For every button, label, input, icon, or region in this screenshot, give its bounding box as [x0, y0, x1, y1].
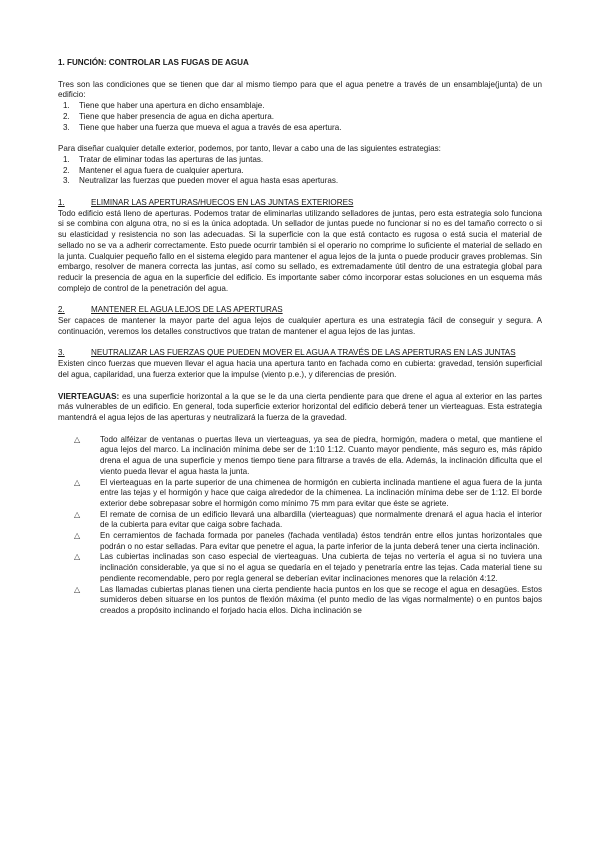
- section-heading: 1. FUNCIÓN: CONTROLAR LAS FUGAS DE AGUA: [58, 58, 249, 67]
- strategies-intro: Para diseñar cualquier detalle exterior, podemos, por tanto, llevar a cabo una de las siguientes estrategias:: [58, 144, 441, 154]
- list-item: 3. Tiene que haber una fuerza que mueva el agua a través de esa apertura.: [63, 122, 342, 132]
- list-item: 2. Tiene que haber presencia de agua en dicha apertura.: [63, 111, 274, 121]
- triangle-outline-icon: △: [74, 531, 81, 541]
- conditions-list: [58, 101, 542, 133]
- section-1-body: Todo edificio está lleno de aperturas. Podemos tratar de eliminarlas utilizando selladores de juntas, pero esta estrategia solo funciona si se combina con alguna otra, no si es la única adoptada. Un sellador de juntas puede no funcionar si no es del tamaño correcto o si su elasticidad y resistencia no son las adecuadas. Si la superficie con la que está contacto es rugosa o está sucia el material de sellado no se va a adherir correctamente. Esto puede ocurrir también si el operario no comprime lo suficiente el material de sellado en la junta. Cualquier pequeño fallo en el sistema elegido para mantener el agua lejos de la junta o puede producir graves problemas. Sin embargo, resolver de manera correcta las juntas, así como su sellado, es extremadamente útil dentro de una estrategia global para reducir la presencia de agua en la superficie del edificio. Es importante saber cómo incorporar estas soluciones en un esquema más complejo de control de la penetración del agua.: [58, 208, 542, 293]
- list-item: 1. Tiene que haber una apertura en dicho ensamblaje.: [63, 101, 265, 111]
- section-3-body: Existen cinco fuerzas que mueven llevar el agua hacia una apertura tanto en fachada como en cubierta: gravedad, tensión superficial del agua, capilaridad, una fuerza exterior que la impulse (viento p.e.), y diferencias de presión.: [58, 359, 542, 379]
- list-item: △ Las llamadas cubiertas planas tienen una cierta pendiente hacia puntos en los que se recoge el agua en desagües. Estos sumideros deben situarse en los puntos de flexión máxima (el punto medio de las vigas normalmente) o en puntos bajos creados a propósito inclinando el forjado hacia ellos. Dicha inclinación se: [74, 584, 542, 615]
- section-title: MANTENER EL AGUA LEJOS DE LAS APERTURAS: [91, 305, 283, 315]
- section-number: 2.: [58, 305, 65, 315]
- list-item: △ Las cubiertas inclinadas son caso especial de vierteaguas. Una cubierta de tejas no vertería el agua si no tuviera una inclinación considerable, ya que si no el agua se quedaría en el tejado y penetraría entre las tejas. Cada material tiene su pendiente recomendable, pero por regla general se deberían evitar inclinaciones menores que la relación 4:12.: [74, 552, 542, 583]
- section-number: 3.: [58, 348, 65, 358]
- triangle-outline-icon: △: [74, 552, 81, 562]
- section-number: 1.: [58, 198, 65, 208]
- list-item: △ En cerramientos de fachada formada por paneles (fachada ventilada) éstos tendrán entre ellos juntas horizontales que podrán o no estar selladas. Para evitar que penetre el agua, la parte inferior de la junta deberá tener una cierta inclinación.: [74, 531, 542, 551]
- vierteaguas-paragraph: VIERTEAGUAS: es una superficie horizontal a la que se le da una cierta pendiente para que drene el agua al exterior en las partes más vulnerables de un edificio. En general, toda superficie exterior horizontal del edificio deberá tener un vierteaguas. Esta estrategia mantendrá el agua lejos de las aperturas y neutralizará la fuerza de la gravedad.: [58, 391, 542, 422]
- triangle-outline-icon: △: [74, 509, 81, 519]
- document-body: [58, 58, 542, 617]
- list-item: 2. Mantener el agua fuera de cualquier apertura.: [63, 165, 244, 175]
- list-item: △ El remate de cornisa de un edificio llevará una albardilla (vierteaguas) que normalmente drenará el agua hacia el interior de la cubierta para evitar que caiga sobre fachada.: [74, 509, 542, 530]
- term-label: VIERTEAGUAS:: [58, 391, 120, 401]
- section-2-body: Ser capaces de mantener la mayor parte del agua lejos de cualquier apertura es una estrategia fácil de conseguir y segura. A continuación, veremos los detalles constructivos que tratan de mantener el agua lejos de las juntas.: [58, 316, 542, 336]
- section-title: NEUTRALIZAR LAS FUERZAS QUE PUEDEN MOVER EL AGUA A TRAVÉS DE LAS APERTURAS EN LAS JUNTAS: [91, 348, 516, 358]
- intro-paragraph: Tres son las condiciones que se tienen que dar al mismo tiempo para que el agua penetre a través de un ensamblaje(junta) de un edificio:: [58, 79, 542, 100]
- list-item: △ Todo alféizar de ventanas o puertas lleva un vierteaguas, ya sea de piedra, hormigón, madera o metal, que mantiene el agua lejos del marco. La inclinación mínima debe ser de 1:10 1:12. Cuanto mayor pendiente, más seguro es, más rápido drena el agua de una superficie y menos tiempo tiene para filtrarse a través de ella. Además, la inclinación dificulta que el viento pueda llevar el agua hasta la junta.: [74, 434, 542, 476]
- triangle-outline-icon: △: [74, 434, 81, 444]
- section-1-heading: [58, 198, 542, 209]
- section-3-heading: [58, 348, 542, 359]
- list-item: 3. Neutralizar las fuerzas que pueden mover el agua hasta esas aperturas.: [63, 176, 339, 186]
- triangle-outline-icon: △: [74, 584, 81, 594]
- section-2-heading: [58, 305, 542, 316]
- vierteaguas-bullets: [58, 435, 542, 617]
- section-title: ELIMINAR LAS APERTURAS/HUECOS EN LAS JUNTAS EXTERIORES: [91, 198, 354, 208]
- strategies-list: [58, 155, 542, 187]
- list-item: △ El vierteaguas en la parte superior de una chimenea de hormigón en cubierta inclinada mantiene el agua fuera de la junta entre las tejas y el hormigón y hace que caiga alrededor de la chimenea. La inclinación mínima debe ser de 1:12. El borde exterior debe sobrepasar sobre el hormigón como mínimo 75 mm para evitar que éste se agriete.: [74, 477, 542, 508]
- triangle-outline-icon: △: [74, 477, 81, 487]
- list-item: 1. Tratar de eliminar todas las aperturas de las juntas.: [63, 154, 264, 164]
